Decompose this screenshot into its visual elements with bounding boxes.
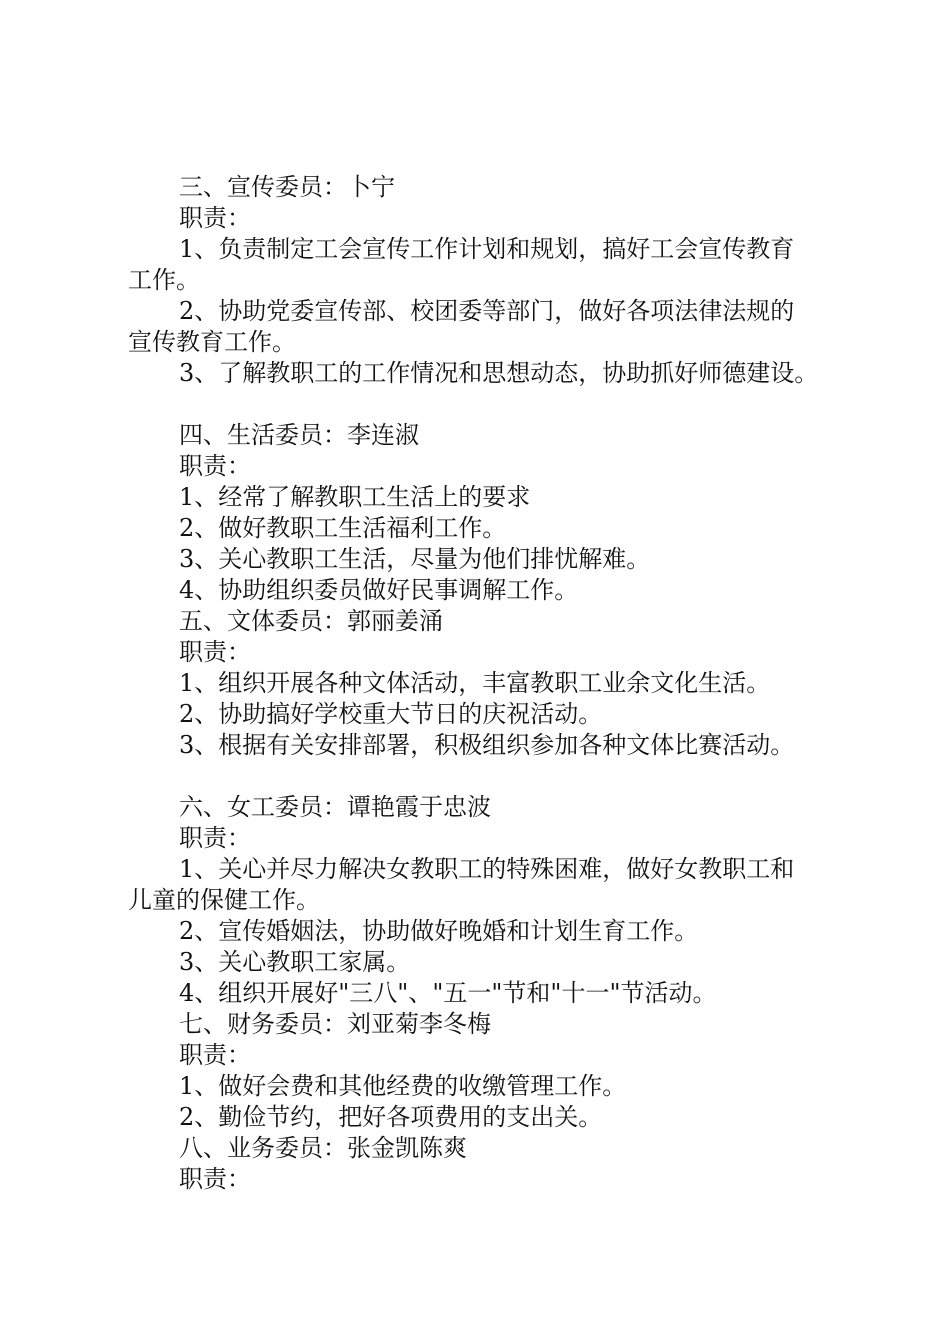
- duties-label: 职责：: [179, 824, 251, 852]
- duty-line: 2、宣传婚姻法，协助做好晚婚和计划生育工作。: [179, 917, 699, 945]
- duty-line: 1、关心并尽力解决女教职工的特殊困难，做好女教职工和: [179, 855, 795, 883]
- section-welfare: [128, 420, 848, 606]
- duty-line: 1、经常了解教职工生活上的要求: [179, 483, 531, 511]
- duty-line: 3、了解教职工的工作情况和思想动态，协助抓好师德建设。: [179, 359, 819, 387]
- document-body: [128, 172, 848, 1195]
- duty-line: 2、勤俭节约，把好各项费用的支出关。: [179, 1103, 603, 1131]
- section-heading: 三、宣传委员：卜宁: [179, 173, 395, 201]
- section-culture-sports: [128, 606, 848, 761]
- section-finance: [128, 1009, 848, 1133]
- duty-line-continued: 宣传教育工作。: [128, 328, 296, 356]
- duty-line: 3、关心教职工家属。: [179, 948, 411, 976]
- duty-line: 3、关心教职工生活，尽量为他们排忧解难。: [179, 545, 651, 573]
- section-heading: 七、财务委员：刘亚菊李冬梅: [179, 1010, 491, 1038]
- section-women-workers: [128, 792, 848, 1009]
- duty-line: 1、组织开展各种文体活动，丰富教职工业余文化生活。: [179, 669, 771, 697]
- section-heading: 八、业务委员：张金凯陈爽: [179, 1134, 467, 1162]
- duties-label: 职责：: [179, 638, 251, 666]
- duty-line: 2、协助党委宣传部、校团委等部门，做好各项法律法规的: [179, 297, 795, 325]
- duty-line-continued: 儿童的保健工作。: [128, 886, 320, 914]
- duty-line: 3、根据有关安排部署，积极组织参加各种文体比赛活动。: [179, 731, 795, 759]
- duty-line: 4、协助组织委员做好民事调解工作。: [179, 576, 579, 604]
- section-heading: 五、文体委员：郭丽姜涌: [179, 607, 443, 635]
- duties-label: 职责：: [179, 452, 251, 480]
- duties-label: 职责：: [179, 1041, 251, 1069]
- section-heading: 四、生活委员：李连淑: [179, 421, 419, 449]
- section-publicity: [128, 172, 848, 389]
- section-heading: 六、女工委员：谭艳霞于忠波: [179, 793, 491, 821]
- blank-line: [128, 761, 848, 792]
- duty-line-continued: 工作。: [128, 266, 200, 294]
- section-business: [128, 1133, 848, 1195]
- duties-label: 职责：: [179, 204, 251, 232]
- duty-line: 1、做好会费和其他经费的收缴管理工作。: [179, 1072, 627, 1100]
- duty-line: 2、协助搞好学校重大节日的庆祝活动。: [179, 700, 603, 728]
- duty-line: 1、负责制定工会宣传工作计划和规划，搞好工会宣传教育: [179, 235, 795, 263]
- blank-line: [128, 389, 848, 420]
- duty-line: 4、组织开展好"三八"、"五一"节和"十一"节活动。: [179, 979, 717, 1007]
- duties-label: 职责：: [179, 1165, 251, 1193]
- duty-line: 2、做好教职工生活福利工作。: [179, 514, 507, 542]
